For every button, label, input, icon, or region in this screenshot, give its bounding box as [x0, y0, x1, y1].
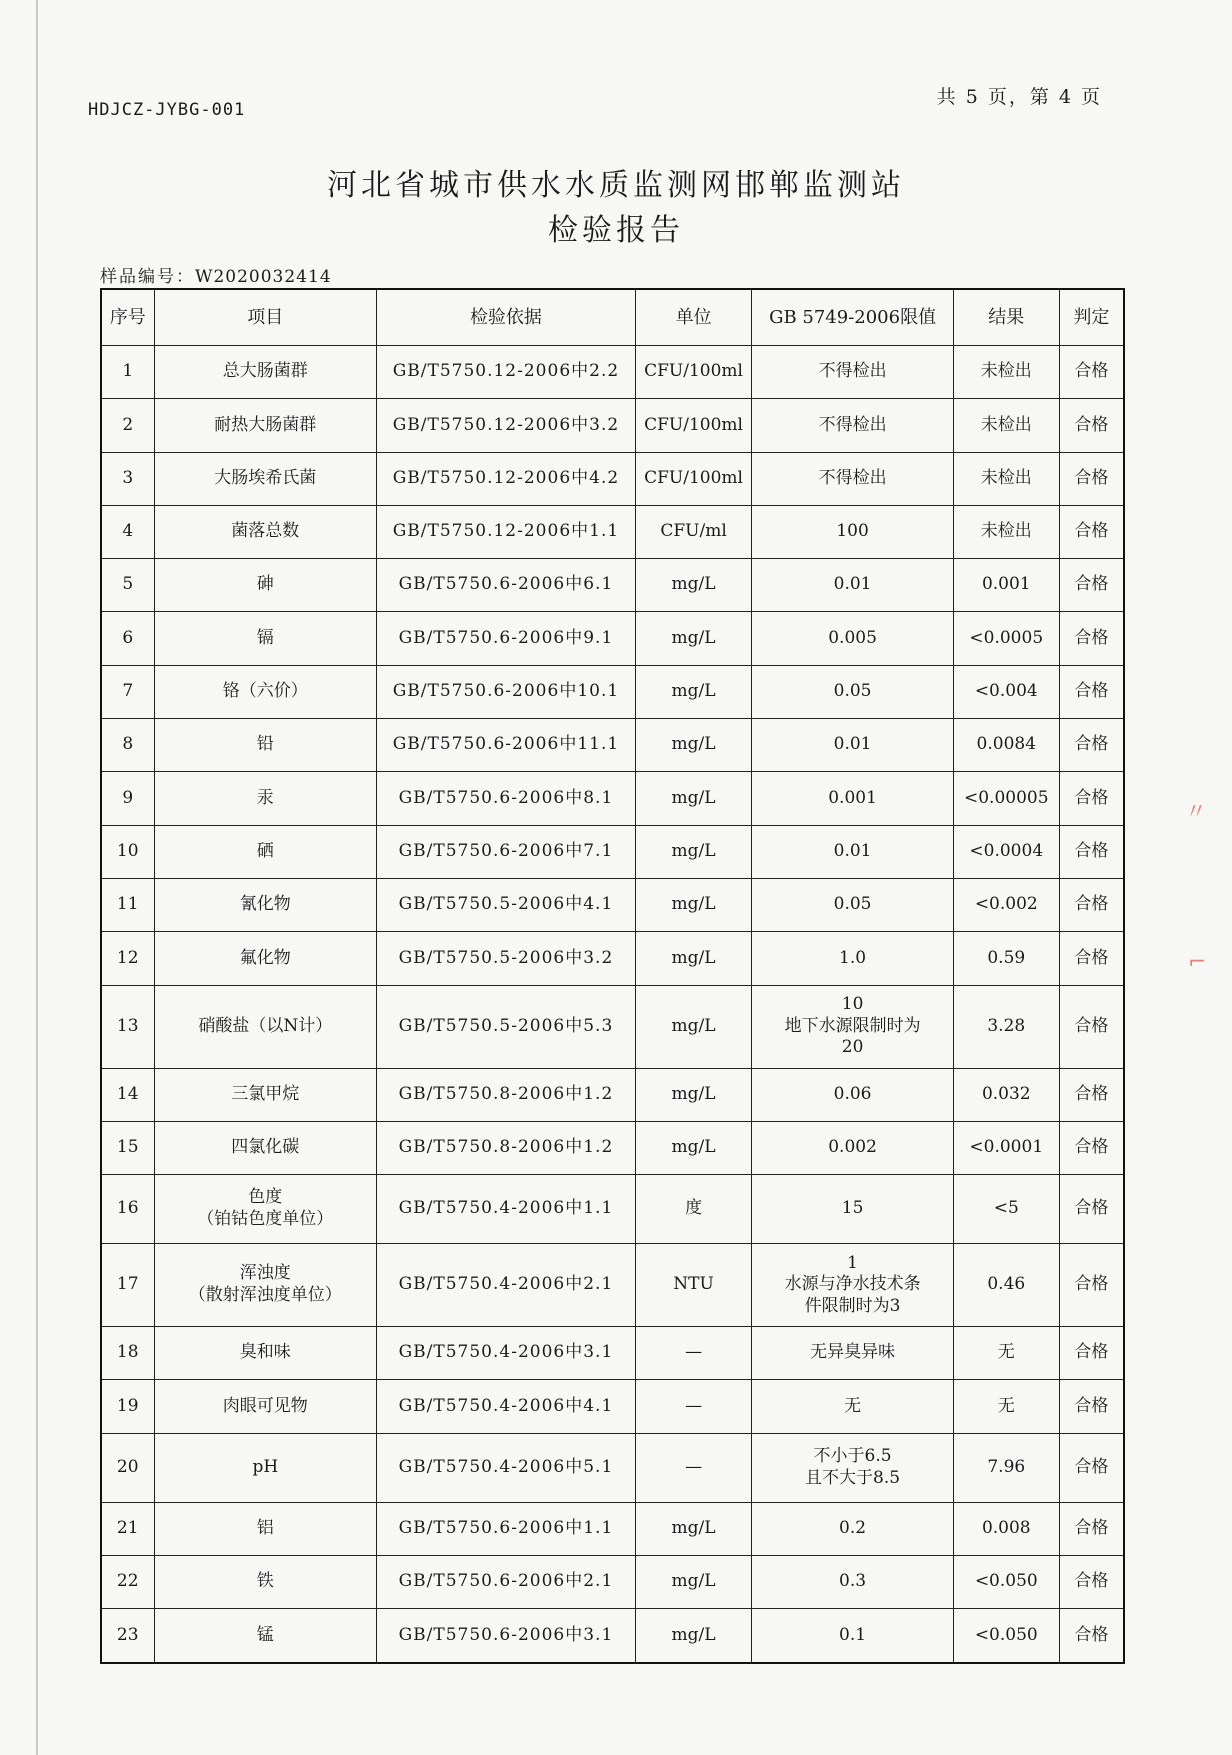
table-row: [101, 1380, 1124, 1433]
row-number: 21: [101, 1502, 154, 1555]
test-method: GB/T5750.6-2006中10.1: [377, 665, 636, 718]
limit-value: 10 地下水源限制时为 20: [752, 985, 953, 1068]
limit-value: 100: [752, 505, 953, 558]
table-row: [101, 1502, 1124, 1555]
limit-value: 0.001: [752, 772, 953, 825]
test-method: GB/T5750.8-2006中1.2: [377, 1121, 636, 1174]
test-method: GB/T5750.12-2006中2.2: [377, 346, 636, 399]
test-method: GB/T5750.6-2006中6.1: [377, 559, 636, 612]
table-row: [101, 1068, 1124, 1121]
result-value: <0.050: [953, 1556, 1059, 1609]
test-item: pH: [154, 1433, 377, 1502]
limit-value: 0.1: [752, 1609, 953, 1663]
test-item: 臭和味: [154, 1327, 377, 1380]
limit-value: 0.3: [752, 1556, 953, 1609]
unit: mg/L: [635, 772, 752, 825]
table-row: [101, 1327, 1124, 1380]
verdict: 合格: [1059, 1327, 1124, 1380]
verdict: 合格: [1059, 399, 1124, 452]
result-value: 0.59: [953, 932, 1059, 985]
table-row: [101, 985, 1124, 1068]
limit-value: 0.05: [752, 878, 953, 931]
result-value: 0.032: [953, 1068, 1059, 1121]
verdict: 合格: [1059, 1121, 1124, 1174]
test-item: 锰: [154, 1609, 377, 1663]
limit-value: 0.06: [752, 1068, 953, 1121]
limit-value: 0.05: [752, 665, 953, 718]
row-number: 2: [101, 399, 154, 452]
limit-value: 0.2: [752, 1502, 953, 1555]
row-number: 1: [101, 346, 154, 399]
unit: mg/L: [635, 1502, 752, 1555]
test-method: GB/T5750.6-2006中8.1: [377, 772, 636, 825]
test-item: 大肠埃希氏菌: [154, 452, 377, 505]
limit-value: 不得检出: [752, 452, 953, 505]
unit: mg/L: [635, 612, 752, 665]
result-value: 未检出: [953, 346, 1059, 399]
row-number: 18: [101, 1327, 154, 1380]
verdict: 合格: [1059, 1244, 1124, 1327]
test-method: GB/T5750.4-2006中2.1: [377, 1244, 636, 1327]
test-method: GB/T5750.6-2006中11.1: [377, 719, 636, 772]
col-header-item: 项目: [154, 289, 377, 346]
result-value: 0.0084: [953, 719, 1059, 772]
verdict: 合格: [1059, 1380, 1124, 1433]
test-method: GB/T5750.4-2006中4.1: [377, 1380, 636, 1433]
table-header-row: [101, 289, 1124, 346]
unit: mg/L: [635, 932, 752, 985]
verdict: 合格: [1059, 719, 1124, 772]
test-item: 铅: [154, 719, 377, 772]
row-number: 11: [101, 878, 154, 931]
stamp-fragment: 〃: [1185, 800, 1208, 825]
table-row: [101, 719, 1124, 772]
table-row: [101, 346, 1124, 399]
result-value: 无: [953, 1327, 1059, 1380]
row-number: 6: [101, 612, 154, 665]
test-item: 耐热大肠菌群: [154, 399, 377, 452]
test-method: GB/T5750.4-2006中5.1: [377, 1433, 636, 1502]
table-row: [101, 399, 1124, 452]
row-number: 7: [101, 665, 154, 718]
test-method: GB/T5750.12-2006中4.2: [377, 452, 636, 505]
unit: —: [635, 1327, 752, 1380]
sample-number-label: 样品编号：: [100, 267, 195, 287]
result-value: <0.002: [953, 878, 1059, 931]
row-number: 16: [101, 1175, 154, 1244]
table-body: [101, 346, 1124, 1663]
unit: CFU/ml: [635, 505, 752, 558]
table-row: [101, 1556, 1124, 1609]
test-method: GB/T5750.6-2006中9.1: [377, 612, 636, 665]
result-value: 无: [953, 1380, 1059, 1433]
test-item: 铬（六价）: [154, 665, 377, 718]
test-method: GB/T5750.5-2006中5.3: [377, 985, 636, 1068]
test-item: 铝: [154, 1502, 377, 1555]
unit: mg/L: [635, 665, 752, 718]
limit-value: 15: [752, 1175, 953, 1244]
unit: 度: [635, 1175, 752, 1244]
result-value: 0.46: [953, 1244, 1059, 1327]
verdict: 合格: [1059, 985, 1124, 1068]
row-number: 15: [101, 1121, 154, 1174]
result-value: 未检出: [953, 452, 1059, 505]
test-item: 硝酸盐（以N计）: [154, 985, 377, 1068]
report-subtitle: 检验报告: [548, 213, 684, 248]
verdict: 合格: [1059, 772, 1124, 825]
unit: mg/L: [635, 825, 752, 878]
row-number: 4: [101, 505, 154, 558]
unit: mg/L: [635, 985, 752, 1068]
result-value: <0.0004: [953, 825, 1059, 878]
table-row: [101, 825, 1124, 878]
table-row: [101, 932, 1124, 985]
unit: mg/L: [635, 719, 752, 772]
test-item: 镉: [154, 612, 377, 665]
table-row: [101, 665, 1124, 718]
limit-value: 无: [752, 1380, 953, 1433]
row-number: 10: [101, 825, 154, 878]
row-number: 23: [101, 1609, 154, 1663]
stamp-fragment: ⌐: [1188, 950, 1207, 975]
table-row: [101, 1433, 1124, 1502]
test-method: GB/T5750.4-2006中1.1: [377, 1175, 636, 1244]
result-value: 0.001: [953, 559, 1059, 612]
col-header-method: 检验依据: [377, 289, 636, 346]
test-method: GB/T5750.12-2006中1.1: [377, 505, 636, 558]
unit: —: [635, 1433, 752, 1502]
sample-number: [100, 262, 332, 287]
test-method: GB/T5750.6-2006中1.1: [377, 1502, 636, 1555]
unit: mg/L: [635, 559, 752, 612]
test-item: 菌落总数: [154, 505, 377, 558]
unit: mg/L: [635, 878, 752, 931]
test-item: 肉眼可见物: [154, 1380, 377, 1433]
verdict: 合格: [1059, 612, 1124, 665]
result-value: 未检出: [953, 399, 1059, 452]
unit: —: [635, 1380, 752, 1433]
table-row: [101, 612, 1124, 665]
result-value: <5: [953, 1175, 1059, 1244]
verdict: 合格: [1059, 1502, 1124, 1555]
col-header-limit: GB 5749-2006限值: [752, 289, 953, 346]
result-value: <0.004: [953, 665, 1059, 718]
col-header-verdict: 判定: [1059, 289, 1124, 346]
verdict: 合格: [1059, 1556, 1124, 1609]
limit-value: 1 水源与净水技术条 件限制时为3: [752, 1244, 953, 1327]
col-header-result: 结果: [953, 289, 1059, 346]
unit: CFU/100ml: [635, 346, 752, 399]
row-number: 12: [101, 932, 154, 985]
limit-value: 0.01: [752, 559, 953, 612]
row-number: 9: [101, 772, 154, 825]
test-method: GB/T5750.6-2006中2.1: [377, 1556, 636, 1609]
unit: mg/L: [635, 1068, 752, 1121]
result-value: <0.00005: [953, 772, 1059, 825]
table-row: [101, 772, 1124, 825]
limit-value: 不得检出: [752, 346, 953, 399]
test-item: 三氯甲烷: [154, 1068, 377, 1121]
results-table: [100, 288, 1125, 1664]
table-row: [101, 559, 1124, 612]
sample-number-value: W2020032414: [195, 267, 332, 287]
col-header-no: 序号: [101, 289, 154, 346]
row-number: 22: [101, 1556, 154, 1609]
verdict: 合格: [1059, 452, 1124, 505]
table-row: [101, 505, 1124, 558]
col-header-unit: 单位: [635, 289, 752, 346]
test-item: 氟化物: [154, 932, 377, 985]
test-item: 硒: [154, 825, 377, 878]
result-value: 3.28: [953, 985, 1059, 1068]
verdict: 合格: [1059, 1433, 1124, 1502]
row-number: 5: [101, 559, 154, 612]
table-row: [101, 1244, 1124, 1327]
row-number: 20: [101, 1433, 154, 1502]
test-item: 总大肠菌群: [154, 346, 377, 399]
test-method: GB/T5750.6-2006中3.1: [377, 1609, 636, 1663]
test-method: GB/T5750.8-2006中1.2: [377, 1068, 636, 1121]
verdict: 合格: [1059, 825, 1124, 878]
document-code: HDJCZ-JYBG-001: [88, 100, 246, 120]
limit-value: 0.005: [752, 612, 953, 665]
result-value: <0.050: [953, 1609, 1059, 1663]
table-row: [101, 878, 1124, 931]
test-item: 四氯化碳: [154, 1121, 377, 1174]
limit-value: 0.01: [752, 825, 953, 878]
test-method: GB/T5750.4-2006中3.1: [377, 1327, 636, 1380]
limit-value: 0.01: [752, 719, 953, 772]
table-row: [101, 452, 1124, 505]
result-value: <0.0001: [953, 1121, 1059, 1174]
report-title: 河北省城市供水水质监测网邯郸监测站: [327, 168, 905, 203]
verdict: 合格: [1059, 1175, 1124, 1244]
row-number: 17: [101, 1244, 154, 1327]
limit-value: 1.0: [752, 932, 953, 985]
test-item: 色度 （铂钴色度单位）: [154, 1175, 377, 1244]
test-item: 铁: [154, 1556, 377, 1609]
verdict: 合格: [1059, 665, 1124, 718]
table-row: [101, 1175, 1124, 1244]
table-row: [101, 1609, 1124, 1663]
test-method: GB/T5750.12-2006中3.2: [377, 399, 636, 452]
binding-edge-line: [36, 0, 38, 1755]
unit: mg/L: [635, 1609, 752, 1663]
row-number: 19: [101, 1380, 154, 1433]
limit-value: 无异臭异味: [752, 1327, 953, 1380]
test-method: GB/T5750.5-2006中4.1: [377, 878, 636, 931]
test-item: 砷: [154, 559, 377, 612]
test-method: GB/T5750.6-2006中7.1: [377, 825, 636, 878]
result-value: <0.0005: [953, 612, 1059, 665]
verdict: 合格: [1059, 505, 1124, 558]
test-method: GB/T5750.5-2006中3.2: [377, 932, 636, 985]
verdict: 合格: [1059, 1068, 1124, 1121]
row-number: 8: [101, 719, 154, 772]
result-value: 未检出: [953, 505, 1059, 558]
test-item: 汞: [154, 772, 377, 825]
test-item: 氰化物: [154, 878, 377, 931]
limit-value: 不得检出: [752, 399, 953, 452]
unit: CFU/100ml: [635, 452, 752, 505]
verdict: 合格: [1059, 559, 1124, 612]
page-number: 共 5 页，第 4 页: [936, 86, 1102, 108]
verdict: 合格: [1059, 932, 1124, 985]
unit: CFU/100ml: [635, 399, 752, 452]
unit: mg/L: [635, 1556, 752, 1609]
result-value: 7.96: [953, 1433, 1059, 1502]
row-number: 3: [101, 452, 154, 505]
table-row: [101, 1121, 1124, 1174]
row-number: 13: [101, 985, 154, 1068]
limit-value: 不小于6.5 且不大于8.5: [752, 1433, 953, 1502]
row-number: 14: [101, 1068, 154, 1121]
verdict: 合格: [1059, 1609, 1124, 1663]
verdict: 合格: [1059, 346, 1124, 399]
result-value: 0.008: [953, 1502, 1059, 1555]
test-item: 浑浊度 （散射浑浊度单位）: [154, 1244, 377, 1327]
unit: mg/L: [635, 1121, 752, 1174]
verdict: 合格: [1059, 878, 1124, 931]
unit: NTU: [635, 1244, 752, 1327]
limit-value: 0.002: [752, 1121, 953, 1174]
